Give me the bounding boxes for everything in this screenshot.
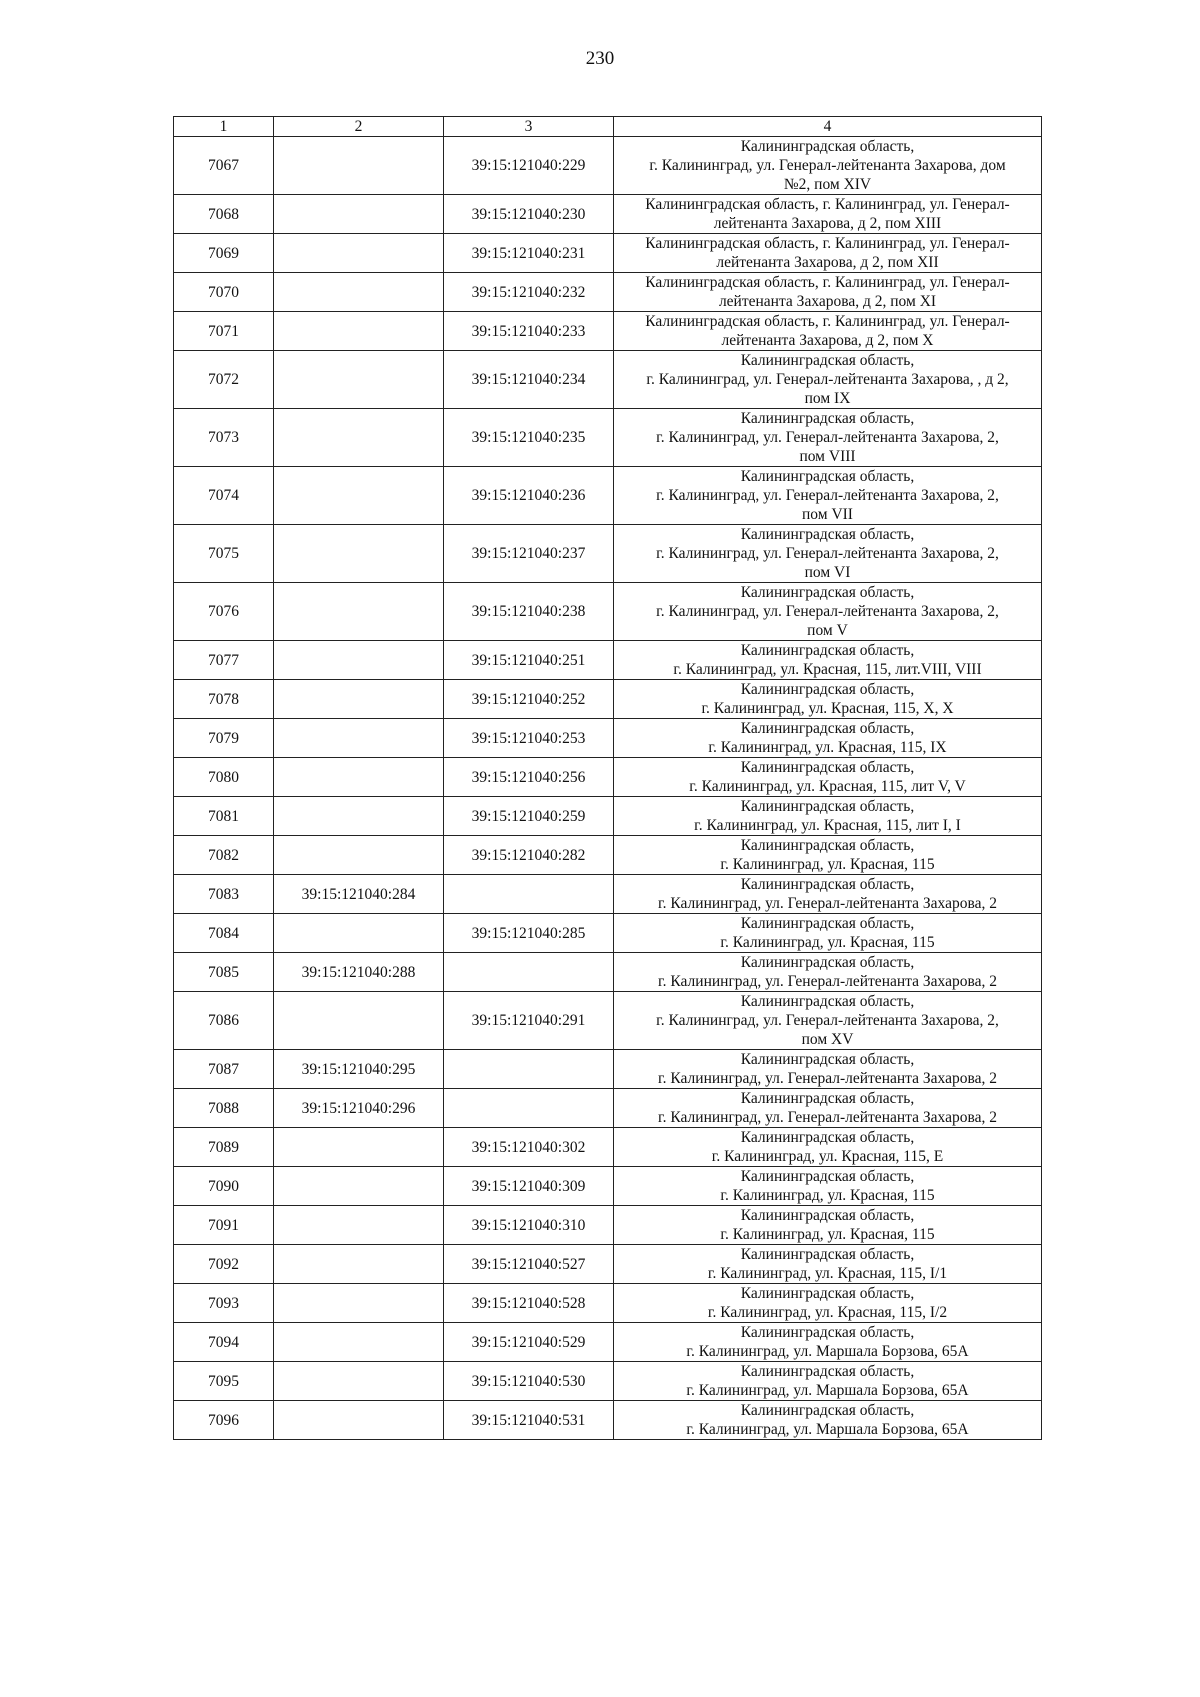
table-row: [174, 953, 1042, 992]
row-number-cell: 7069: [174, 234, 274, 273]
row-number-cell: 7071: [174, 312, 274, 351]
cadastral-col3-cell: 39:15:121040:531: [444, 1401, 614, 1440]
cadastral-col3-cell: 39:15:121040:529: [444, 1323, 614, 1362]
address-cell: Калининградская область, г. Калининград, ул. Маршала Борзова, 65А: [614, 1323, 1042, 1362]
table-row: [174, 758, 1042, 797]
table-row: [174, 992, 1042, 1050]
table-row: [174, 273, 1042, 312]
cadastral-col2-cell: [274, 680, 444, 719]
cadastral-col3-cell: 39:15:121040:232: [444, 273, 614, 312]
table-row: [174, 719, 1042, 758]
table-header: [174, 117, 1042, 137]
row-number-cell: 7086: [174, 992, 274, 1050]
cadastral-col2-cell: [274, 1245, 444, 1284]
header-col-4: 4: [614, 117, 1042, 137]
address-cell: Калининградская область, г. Калининград, ул. Красная, 115, лит.VIII, VIII: [614, 641, 1042, 680]
cadastral-col3-cell: 39:15:121040:253: [444, 719, 614, 758]
cadastral-col2-cell: [274, 1362, 444, 1401]
address-cell: Калининградская область, г. Калининград, ул. Маршала Борзова, 65А: [614, 1362, 1042, 1401]
cadastral-col3-cell: 39:15:121040:291: [444, 992, 614, 1050]
cadastral-col2-cell: [274, 1128, 444, 1167]
address-cell: Калининградская область, г. Калининград, ул. Генерал-лейтенанта Захарова, 2: [614, 1050, 1042, 1089]
table-row: [174, 195, 1042, 234]
row-number-cell: 7067: [174, 137, 274, 195]
cadastral-col3-cell: 39:15:121040:235: [444, 409, 614, 467]
cadastral-col2-cell: [274, 992, 444, 1050]
table-row: [174, 525, 1042, 583]
row-number-cell: 7076: [174, 583, 274, 641]
table-row: [174, 234, 1042, 273]
address-cell: Калининградская область, г. Калининград, ул. Красная, 115, I/1: [614, 1245, 1042, 1284]
row-number-cell: 7082: [174, 836, 274, 875]
address-cell: Калининградская область, г. Калининград, ул. Генерал-лейтенанта Захарова, 2, пом V: [614, 583, 1042, 641]
table-row: [174, 1362, 1042, 1401]
table-row: [174, 312, 1042, 351]
cadastral-col3-cell: 39:15:121040:256: [444, 758, 614, 797]
address-cell: Калининградская область, г. Калининград, ул. Генерал- лейтенанта Захарова, д 2, пом XIII: [614, 195, 1042, 234]
table-row: [174, 1206, 1042, 1245]
header-col-2: 2: [274, 117, 444, 137]
address-cell: Калининградская область, г. Калининград, ул. Красная, 115: [614, 914, 1042, 953]
table-row: [174, 836, 1042, 875]
cadastral-col2-cell: 39:15:121040:288: [274, 953, 444, 992]
cadastral-col3-cell: 39:15:121040:527: [444, 1245, 614, 1284]
table-row: [174, 1245, 1042, 1284]
cadastral-col2-cell: [274, 1284, 444, 1323]
address-cell: Калининградская область, г. Калининград, ул. Генерал- лейтенанта Захарова, д 2, пом XII: [614, 234, 1042, 273]
address-cell: Калининградская область, г. Калининград, ул. Красная, 115, лит I, I: [614, 797, 1042, 836]
address-cell: Калининградская область, г. Калининград, ул. Красная, 115, лит V, V: [614, 758, 1042, 797]
row-number-cell: 7095: [174, 1362, 274, 1401]
row-number-cell: 7096: [174, 1401, 274, 1440]
table-row: [174, 914, 1042, 953]
cadastral-col3-cell: 39:15:121040:310: [444, 1206, 614, 1245]
row-number-cell: 7074: [174, 467, 274, 525]
cadastral-col2-cell: [274, 525, 444, 583]
cadastral-col2-cell: [274, 195, 444, 234]
cadastral-col3-cell: 39:15:121040:238: [444, 583, 614, 641]
row-number-cell: 7093: [174, 1284, 274, 1323]
row-number-cell: 7085: [174, 953, 274, 992]
row-number-cell: 7092: [174, 1245, 274, 1284]
table-row: [174, 409, 1042, 467]
cadastral-col3-cell: 39:15:121040:530: [444, 1362, 614, 1401]
cadastral-col2-cell: [274, 1206, 444, 1245]
cadastral-col3-cell: 39:15:121040:282: [444, 836, 614, 875]
table-row: [174, 1401, 1042, 1440]
row-number-cell: 7081: [174, 797, 274, 836]
row-number-cell: 7088: [174, 1089, 274, 1128]
cadastral-col3-cell: 39:15:121040:229: [444, 137, 614, 195]
cadastral-col3-cell: 39:15:121040:234: [444, 351, 614, 409]
address-cell: Калининградская область, г. Калининград, ул. Генерал-лейтенанта Захарова, 2: [614, 1089, 1042, 1128]
address-cell: Калининградская область, г. Калининград, ул. Маршала Борзова, 65А: [614, 1401, 1042, 1440]
address-cell: Калининградская область, г. Калининград, ул. Красная, 115: [614, 836, 1042, 875]
page-number: 230: [585, 48, 615, 69]
cadastral-col2-cell: [274, 797, 444, 836]
table-row: [174, 1323, 1042, 1362]
cadastral-col3-cell: 39:15:121040:231: [444, 234, 614, 273]
table-row: [174, 351, 1042, 409]
cadastral-col2-cell: [274, 312, 444, 351]
cadastral-col2-cell: [274, 137, 444, 195]
cadastral-col3-cell: 39:15:121040:233: [444, 312, 614, 351]
row-number-cell: 7080: [174, 758, 274, 797]
cadastral-col3-cell: 39:15:121040:230: [444, 195, 614, 234]
cadastral-col3-cell: 39:15:121040:302: [444, 1128, 614, 1167]
address-cell: Калининградская область, г. Калининград, ул. Генерал- лейтенанта Захарова, д 2, пом XI: [614, 273, 1042, 312]
row-number-cell: 7091: [174, 1206, 274, 1245]
address-cell: Калининградская область, г. Калининград, ул. Красная, 115: [614, 1167, 1042, 1206]
row-number-cell: 7073: [174, 409, 274, 467]
address-cell: Калининградская область, г. Калининград, ул. Генерал-лейтенанта Захарова, 2, пом XV: [614, 992, 1042, 1050]
table-row: [174, 875, 1042, 914]
address-cell: Калининградская область, г. Калининград, ул. Генерал- лейтенанта Захарова, д 2, пом X: [614, 312, 1042, 351]
cadastral-col3-cell: 39:15:121040:528: [444, 1284, 614, 1323]
cadastral-col2-cell: 39:15:121040:295: [274, 1050, 444, 1089]
address-cell: Калининградская область, г. Калининград, ул. Генерал-лейтенанта Захарова, дом №2, пом XIV: [614, 137, 1042, 195]
cadastral-col3-cell: 39:15:121040:309: [444, 1167, 614, 1206]
cadastral-col2-cell: [274, 914, 444, 953]
address-cell: Калининградская область, г. Калининград, ул. Генерал-лейтенанта Захарова, 2: [614, 953, 1042, 992]
table-row: [174, 680, 1042, 719]
row-number-cell: 7077: [174, 641, 274, 680]
header-col-3: 3: [444, 117, 614, 137]
cadastral-col3-cell: 39:15:121040:237: [444, 525, 614, 583]
row-number-cell: 7068: [174, 195, 274, 234]
cadastral-col2-cell: [274, 409, 444, 467]
cadastral-col3-cell: 39:15:121040:259: [444, 797, 614, 836]
row-number-cell: 7094: [174, 1323, 274, 1362]
cadastral-col3-cell: [444, 1089, 614, 1128]
registry-table: [173, 116, 1042, 1440]
address-cell: Калининградская область, г. Калининград, ул. Генерал-лейтенанта Захарова, 2: [614, 875, 1042, 914]
table-row: [174, 1284, 1042, 1323]
table-row: [174, 583, 1042, 641]
table-row: [174, 797, 1042, 836]
cadastral-col2-cell: [274, 273, 444, 312]
row-number-cell: 7070: [174, 273, 274, 312]
address-cell: Калининградская область, г. Калининград, ул. Красная, 115, IX: [614, 719, 1042, 758]
table-row: [174, 1128, 1042, 1167]
cadastral-col2-cell: [274, 641, 444, 680]
address-cell: Калининградская область, г. Калининград, ул. Красная, 115: [614, 1206, 1042, 1245]
table-row: [174, 1089, 1042, 1128]
row-number-cell: 7087: [174, 1050, 274, 1089]
cadastral-col3-cell: 39:15:121040:252: [444, 680, 614, 719]
table-body: [174, 137, 1042, 1440]
table-row: [174, 137, 1042, 195]
header-row: [174, 117, 1042, 137]
row-number-cell: 7072: [174, 351, 274, 409]
address-cell: Калининградская область, г. Калининград, ул. Генерал-лейтенанта Захарова, , д 2, пом IX: [614, 351, 1042, 409]
cadastral-col2-cell: 39:15:121040:284: [274, 875, 444, 914]
row-number-cell: 7089: [174, 1128, 274, 1167]
cadastral-col2-cell: [274, 1401, 444, 1440]
cadastral-col2-cell: [274, 351, 444, 409]
header-col-1: 1: [174, 117, 274, 137]
table-row: [174, 467, 1042, 525]
cadastral-col2-cell: [274, 467, 444, 525]
table-row: [174, 641, 1042, 680]
address-cell: Калининградская область, г. Калининград, ул. Красная, 115, X, X: [614, 680, 1042, 719]
table-row: [174, 1050, 1042, 1089]
row-number-cell: 7090: [174, 1167, 274, 1206]
address-cell: Калининградская область, г. Калининград, ул. Красная, 115, Е: [614, 1128, 1042, 1167]
address-cell: Калининградская область, г. Калининград, ул. Генерал-лейтенанта Захарова, 2, пом VII: [614, 467, 1042, 525]
cadastral-col2-cell: [274, 1167, 444, 1206]
cadastral-col2-cell: [274, 583, 444, 641]
address-cell: Калининградская область, г. Калининград, ул. Генерал-лейтенанта Захарова, 2, пом VIII: [614, 409, 1042, 467]
cadastral-col2-cell: [274, 758, 444, 797]
row-number-cell: 7078: [174, 680, 274, 719]
row-number-cell: 7075: [174, 525, 274, 583]
cadastral-col2-cell: [274, 234, 444, 273]
cadastral-col2-cell: 39:15:121040:296: [274, 1089, 444, 1128]
row-number-cell: 7079: [174, 719, 274, 758]
row-number-cell: 7084: [174, 914, 274, 953]
cadastral-col3-cell: 39:15:121040:251: [444, 641, 614, 680]
cadastral-col3-cell: 39:15:121040:285: [444, 914, 614, 953]
cadastral-col3-cell: [444, 875, 614, 914]
address-cell: Калининградская область, г. Калининград, ул. Красная, 115, I/2: [614, 1284, 1042, 1323]
table-row: [174, 1167, 1042, 1206]
cadastral-col2-cell: [274, 836, 444, 875]
cadastral-col2-cell: [274, 719, 444, 758]
address-cell: Калининградская область, г. Калининград, ул. Генерал-лейтенанта Захарова, 2, пом VI: [614, 525, 1042, 583]
cadastral-col3-cell: [444, 1050, 614, 1089]
cadastral-col3-cell: [444, 953, 614, 992]
cadastral-col2-cell: [274, 1323, 444, 1362]
row-number-cell: 7083: [174, 875, 274, 914]
cadastral-col3-cell: 39:15:121040:236: [444, 467, 614, 525]
